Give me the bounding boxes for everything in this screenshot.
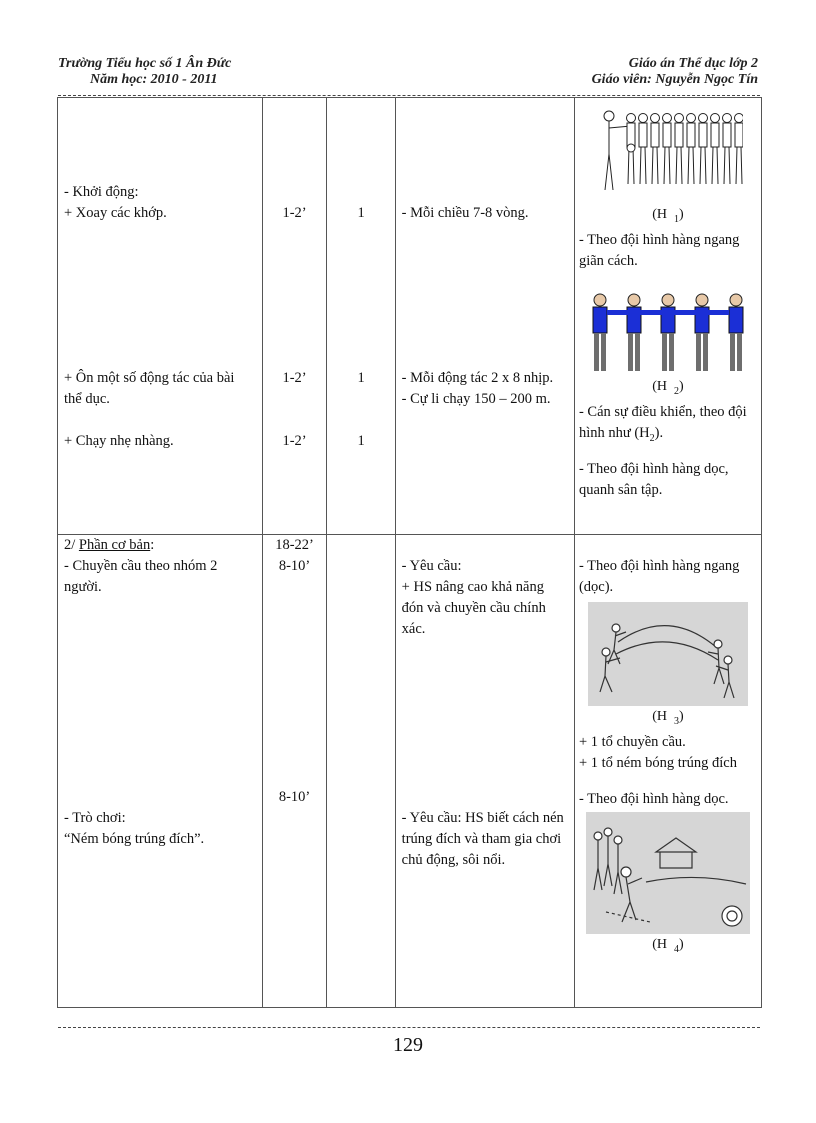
review-reps: 1 <box>357 370 365 386</box>
run-formation: - Theo đội hình hàng dọc, quanh sân tập. <box>578 461 729 499</box>
lesson-table <box>57 97 762 1008</box>
run-reps: 1 <box>357 433 365 449</box>
subject-title: Giáo án Thể dục lớp 2 <box>628 56 758 71</box>
warmup-label: - Khởi động: <box>64 184 139 200</box>
h2-note <box>579 402 757 449</box>
group1: + 1 tổ chuyền cầu. <box>578 733 686 750</box>
game-time: 8-10’ <box>278 789 311 805</box>
review-item: + Ôn một số động tác của bài thể dục. <box>64 370 235 407</box>
header-left <box>58 56 231 88</box>
caption-h2-sub: 2 <box>674 385 680 397</box>
review-note: - Mỗi động tác 2 x 8 nhịp. <box>401 370 554 386</box>
joint-note: - Mỗi chiều 7-8 vòng. <box>401 205 529 221</box>
h2-note-sub: 2 <box>649 432 655 444</box>
time-cell-main <box>262 535 327 1008</box>
time-cell <box>262 98 327 535</box>
organization-cell-main <box>574 535 761 1008</box>
caption-h1-sub: 1 <box>674 213 680 225</box>
h2-note-end: ). <box>654 424 664 441</box>
reps-cell-main <box>327 535 395 1008</box>
run-time: 1-2’ <box>282 433 307 449</box>
section2-title <box>64 535 256 556</box>
game-formation: - Theo đội hình hàng dọc. <box>578 790 729 807</box>
pass-time: 8-10’ <box>278 558 311 574</box>
school-name: Trường Tiểu học số 1 Ân Đức <box>58 56 232 71</box>
table-row-warmup <box>58 98 762 535</box>
joint-reps: 1 <box>357 205 365 221</box>
run-note: - Cự li chạy 150 – 200 m. <box>401 391 551 407</box>
organization-cell <box>574 98 761 535</box>
caption-h4-sub: 4 <box>674 943 680 955</box>
students-holding-arms-icon <box>593 294 743 371</box>
h1-note: - Theo đội hình hàng ngang giãn cách. <box>578 231 740 269</box>
caption-h3-text: (H <box>652 709 668 724</box>
section2-title-text: Phần cơ bản <box>78 537 151 553</box>
total-time: 18-22’ <box>275 537 314 553</box>
header-right <box>592 56 758 88</box>
pass-req-label: - Yêu cầu: <box>401 558 462 574</box>
content-cell <box>58 98 263 535</box>
caption-h4: (H $_4$) <box>652 936 684 955</box>
footer-divider <box>58 1027 760 1028</box>
caption-h3: (H $_3$) <box>652 709 684 727</box>
header-divider <box>58 95 760 96</box>
caption-h3-sub: 3 <box>674 715 680 727</box>
game-req: - Yêu cầu: HS biết cách nén trúng đích và tham gia chơi chủ động, sôi nổi. <box>401 810 564 868</box>
reps-cell <box>327 98 395 535</box>
joint-time: 1-2’ <box>282 205 307 221</box>
section2-number: 2/ <box>64 537 79 553</box>
school-year: Năm học: 2010 - 2011 <box>90 72 218 87</box>
ball-throwing-figure-h4 <box>586 812 750 934</box>
formation-figure-h2 <box>585 290 750 376</box>
line-of-students-icon <box>604 111 743 190</box>
pass-formation: - Theo đội hình hàng ngang (dọc). <box>578 558 740 595</box>
pass-req: + HS nâng cao khả năng đón và chuyền cầu chính xác. <box>401 579 546 637</box>
caption-h4-text: (H <box>652 936 668 952</box>
method-cell <box>395 98 574 535</box>
shuttlecock-passing-figure-h3 <box>588 602 748 706</box>
caption-h1-text: (H <box>652 207 668 222</box>
game-label: - Trò chơi: <box>64 810 126 826</box>
caption-h1: (H $_1$) <box>652 207 684 225</box>
joint-item: + Xoay các khớp. <box>64 205 167 221</box>
section2-title-colon: : <box>150 537 155 553</box>
page-number: 129 <box>393 1034 423 1056</box>
group2: + 1 tổ ném bóng trúng đích <box>578 754 737 771</box>
game-name: “Ném bóng trúng đích”. <box>64 831 205 847</box>
review-time: 1-2’ <box>282 370 307 386</box>
teacher-name: Giáo viên: Nguyễn Ngọc Tín <box>591 72 758 87</box>
caption-h2-text: (H <box>652 378 668 394</box>
table-row-main <box>58 535 762 1008</box>
caption-h2: (H $_2$) <box>652 378 684 397</box>
pass-item: - Chuyền cầu theo nhóm 2 người. <box>64 558 218 595</box>
formation-figure-h1 <box>593 104 743 204</box>
h2-note-text: - Cán sự điều khiển, theo đội hình như (H <box>578 403 747 441</box>
run-item: + Chạy nhẹ nhàng. <box>64 433 174 449</box>
content-cell-main <box>58 535 263 1008</box>
method-cell-main <box>395 535 574 1008</box>
